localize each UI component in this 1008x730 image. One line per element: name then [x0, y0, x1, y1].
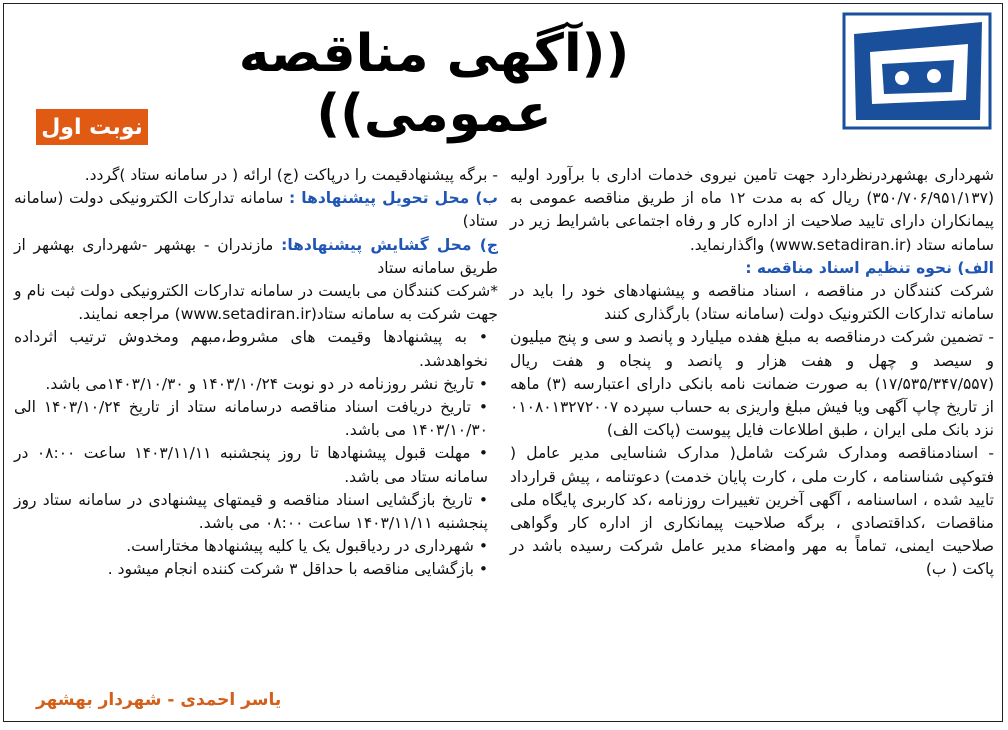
guarantee-paragraph: - تضمین شرکت درمناقصه به مبلغ هفده میلیارد و پانصد و سی و پنج میلیون و سیصد و چهل و هفت هزار و پانصد و پنجاه و هفت ریال (۱۷/۵۳۵/۳۴۷/۵۵۷) به صورت ضمانت نامه بانکی دارای اعتبارسه (۳) ماهه از تاریخ چاپ آگهی ویا فیش مبلغ واریزی به حساب سپرده ۰۱۰۸۰۱۳۲۷۲۰۰۷ نزد بانک ملی ایران ، طبق اطلاعات فایل پیوست (پاکت الف): [510, 328, 994, 440]
section-c-heading: ج) محل گشایش پیشنهادها:: [281, 235, 499, 254]
documents-paragraph: - اسنادمناقصه ومدارک شرکت شامل( مدارک شناسایی مدیر عامل ( فتوکپی شناسنامه ، کارت ملی ، کارت پایان خدمت) دعوتنامه ، پیش قرارداد تایید شده ، اساسنامه ، آگهی آخرین تغییرات روزنامه ،کد کاربری پایگاه ملی مناقصات ،کداقتصادی ، برگه صلاحیت پیمانکاری از اداره کار وگواهی صلاحیت ایمنی، تماماً به مهر وامضاء مدیر عامل شرکت رسیده باشد در پاکت ( ب): [510, 444, 994, 579]
bullet-item: • تاریخ بازگشایی اسناد مناقصه و قیمتهای پیشنهادی در سامانه ستاد روز پنجشنبه ۱۴۰۳/۱۱/۱۱ ساعت ۰۸:۰۰ می باشد.: [14, 490, 488, 533]
municipality-logo: [842, 12, 992, 130]
section-b-text: سامانه تدارکات الکترونیکی دولت (سامانه ستاد): [14, 189, 498, 231]
section-b: [14, 187, 498, 233]
bullet-item: • مهلت قبول پیشنهادها تا روز پنجشنبه ۱۴۰۳/۱۱/۱۱ ساعت ۰۸:۰۰ در سامانه ستاد می باشد.: [14, 444, 488, 486]
bullet-item: • شهرداری در ردیاقبول یک یا کلیه پیشنهادها مختاراست.: [126, 537, 488, 556]
bullet-item: • تاریخ دریافت اسناد مناقصه درسامانه ستاد از تاریخ ۱۴۰۳/۱۰/۲۴ الی ۱۴۰۳/۱۰/۳۰ می باشد.: [14, 398, 488, 440]
tender-notice: [3, 3, 1003, 722]
bullet-item: • بازگشایی مناقصه با حداقل ۳ شرکت کننده انجام میشود .: [107, 560, 488, 579]
registration-paragraph: *شرکت کنندگان می بایست در سامانه تدارکات الکترونیکی دولت ثبت نام و جهت شرکت به سامانه ستاد(www.setadiran.ir) مراجعه نمایند.: [14, 282, 498, 324]
bullet-item: • تاریخ نشر روزنامه در دو نوبت ۱۴۰۳/۱۰/۲۴ و ۱۴۰۳/۱۰/۳۰می باشد.: [45, 374, 488, 393]
mayor-signature: یاسر احمدی - شهردار بهشهر: [36, 690, 282, 710]
price-sheet-line: - برگه پیشنهادقیمت را درپاکت (ج) ارائه ( در سامانه ستاد )گردد.: [84, 166, 498, 184]
first-round-badge: نوبت اول: [36, 109, 148, 145]
section-a-text: شرکت کنندگان در مناقصه ، اسناد مناقصه و پیشنهادهای خود را باید در سامانه تدارکات الکترونیک دولت (سامانه ستاد) بارگذاری کنند: [510, 282, 994, 324]
intro-paragraph: شهرداری بهشهردرنظردارد جهت تامین نیروی خدمات اداری با برآورد اولیه (۳۵۰/۷۰۶/۹۵۱/۱۳۷) ریال که به مدت ۱۲ ماه از طریق مناقصه عمومی به پیمانکاران دارای تایید صلاحیت از اداره کار و رفاه اجتماعی باشرایط زیر در سامانه ستاد (www.setadiran.ir) واگذارنماید.: [510, 166, 995, 254]
right-column: [510, 164, 994, 582]
notice-title: ((آگهی مناقصه عمومی)): [238, 24, 630, 144]
bullet-item: • به پیشنهادها وقیمت های مشروط،مبهم ومخدوش ترتیب اثرداده نخواهدشد.: [14, 328, 488, 370]
section-c: [14, 234, 498, 280]
section-a-heading: الف) نحوه تنظیم اسناد مناقصه :: [745, 258, 994, 277]
section-c-text: مازندران - بهشهر -شهرداری بهشهر از طریق سامانه ستاد: [14, 235, 498, 277]
left-column: [14, 164, 498, 582]
section-b-heading: ب) محل تحویل پیشنهادها :: [288, 189, 499, 208]
